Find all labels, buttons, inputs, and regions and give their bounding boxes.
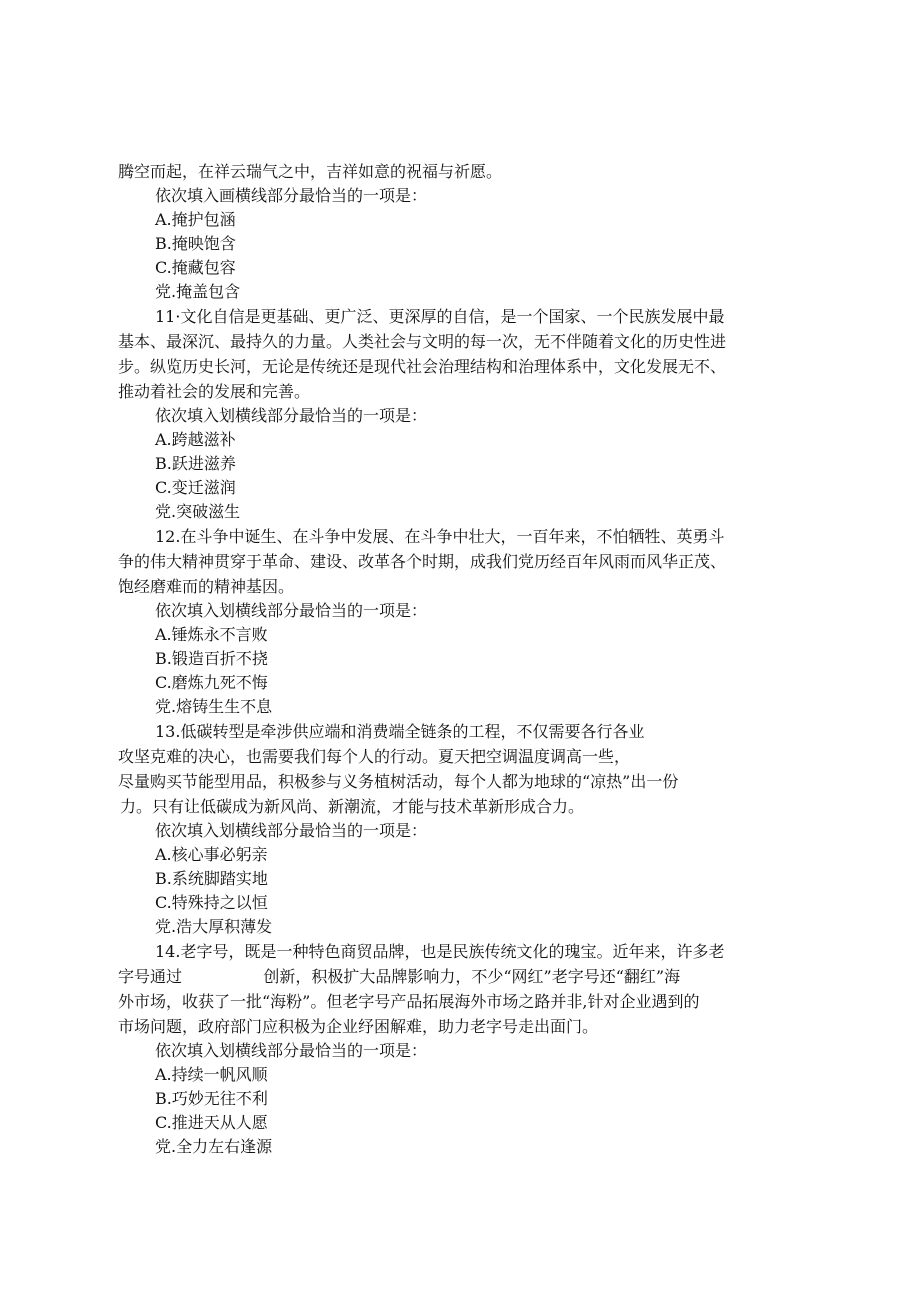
paragraph-line: 外市场，收获了一批“海粉”。但老字号产品拓展海外市场之路并非,针对企业遇到的 <box>118 992 700 1011</box>
answer-option: C.变迁滋润 <box>155 478 236 497</box>
answer-option: C.掩藏包容 <box>155 258 236 277</box>
answer-option: B.掩映饱含 <box>155 234 236 253</box>
answer-option: C.磨炼九死不悔 <box>155 673 268 692</box>
paragraph-line: 14.老字号，既是一种特色商贸品牌，也是民族传统文化的瑰宝。近年来，许多老 <box>155 942 725 961</box>
answer-option: B.巧妙无往不利 <box>155 1089 268 1108</box>
answer-option: 党.突破滋生 <box>155 502 241 521</box>
answer-option: 党.浩大厚积薄发 <box>155 917 273 936</box>
question-prompt: 依次填入划横线部分最恰当的一项是： <box>155 821 428 840</box>
paragraph-line: 13.低碳转型是牵涉供应端和消费端全链条的工程，不仅需要各行各业 <box>155 722 645 741</box>
answer-option: C.特殊持之以恒 <box>155 893 268 912</box>
paragraph-line: 腾空而起，在祥云瑞气之中，吉祥如意的祝福与祈愿。 <box>118 162 503 181</box>
answer-option: A.掩护包涵 <box>155 210 236 229</box>
paragraph-line: 争的伟大精神贯穿于革命、建设、改革各个时期，成我们党历经百年风雨而风华正茂、 <box>118 552 727 571</box>
paragraph-line: 市场问题，政府部门应积极为企业纾困解难，助力老字号走出面门。 <box>118 1017 599 1036</box>
paragraph-line: 尽量购买节能型用品，积极参与义务植树活动，每个人都为地球的“凉热”出一份 <box>118 772 679 791</box>
question-prompt: 依次填入划横线部分最恰当的一项是： <box>155 601 428 620</box>
answer-option: 党.全力左右逢源 <box>155 1137 273 1156</box>
paragraph-line: 字号通过 创新，积极扩大品牌影响力，不少“网红”老字号还“翻红”海 <box>118 967 681 986</box>
paragraph-line: 力。只有让低碳成为新风尚、新潮流，才能与技术革新形成合力。 <box>120 797 585 816</box>
question-prompt: 依次填入划横线部分最恰当的一项是： <box>155 1041 428 1060</box>
answer-option: 党.熔铸生生不息 <box>155 697 273 716</box>
answer-option: A.锤炼永不言败 <box>155 625 268 644</box>
question-prompt: 依次填入画横线部分最恰当的一项是： <box>155 186 428 205</box>
paragraph-line: 12.在斗争中诞生、在斗争中发展、在斗争中壮大，一百年来，不怕牺牲、英勇斗 <box>155 527 725 546</box>
question-prompt: 依次填入划横线部分最恰当的一项是： <box>155 406 428 425</box>
paragraph-line: 饱经磨难而的精神基因。 <box>118 577 295 596</box>
answer-option: C.推进天从人愿 <box>155 1113 268 1132</box>
answer-option: B.跃进滋养 <box>155 454 236 473</box>
answer-option: B.锻造百折不挠 <box>155 649 268 668</box>
answer-option: B.系统脚踏实地 <box>155 869 268 888</box>
answer-option: A.核心事必躬亲 <box>155 845 268 864</box>
answer-option: 党.掩盖包含 <box>155 282 241 301</box>
answer-option: A.跨越滋补 <box>155 430 236 449</box>
paragraph-line: 攻坚克难的决心，也需要我们每个人的行动。夏天把空调温度调高一些， <box>118 747 631 766</box>
answer-option: A.持续一帆风顺 <box>155 1065 268 1084</box>
paragraph-line: 步。纵览历史长河，无论是传统还是现代社会治理结构和治理体系中，文化发展无不、 <box>118 357 727 376</box>
paragraph-line: 基本、最深沉、最持久的力量。人类社会与文明的每一次，无不伴随着文化的历史性进 <box>118 332 727 351</box>
paragraph-line: 11·文化自信是更基础、更广泛、更深厚的自信，是一个国家、一个民族发展中最 <box>155 307 725 326</box>
paragraph-line: 推动着社会的发展和完善。 <box>118 382 311 401</box>
